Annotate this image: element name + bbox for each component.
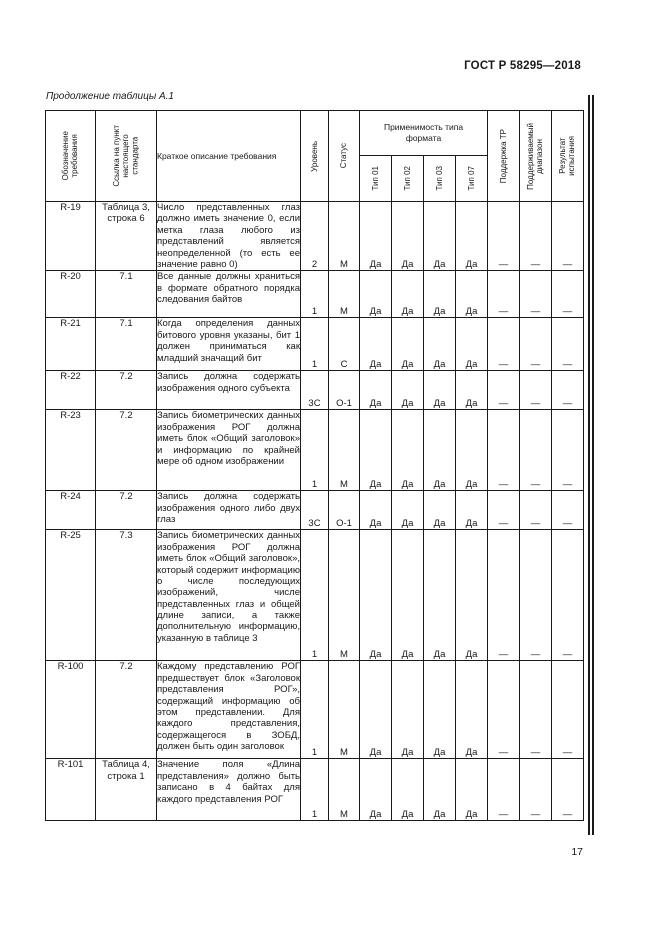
description-text: Каждому представлению РОГ предшествует блок «Заголовок представления РОГ», содержащий информацию об этом представлении. Для каждого представления, содержащегося в ЗОБД, должен быть один заголовок xyxy=(157,661,300,753)
type-01-cell: Да xyxy=(360,410,392,491)
reference-cell: 7.2 xyxy=(96,661,157,759)
table-row xyxy=(46,759,584,821)
status-cell: М xyxy=(329,202,360,271)
type-01-cell: Да xyxy=(360,318,392,371)
table-row xyxy=(46,661,584,759)
type-02-cell: Да xyxy=(392,318,424,371)
standard-designation: ГОСТ Р 58295—2018 xyxy=(464,60,581,72)
support-tr-cell: — xyxy=(488,318,520,371)
description-text: Все данные должны храниться в формате обратного порядка следования байтов xyxy=(157,271,300,306)
level-cell: 1 xyxy=(301,661,329,759)
supported-range-cell: — xyxy=(520,271,552,318)
type-03-cell: Да xyxy=(424,371,456,410)
requirement-id-cell: R-21 xyxy=(46,318,96,371)
column-header-type-03: Тип 03 xyxy=(424,156,456,202)
type-02-cell: Да xyxy=(392,371,424,410)
status-cell: О-1 xyxy=(329,491,360,530)
level-cell: 1 xyxy=(301,271,329,318)
description-cell xyxy=(157,491,301,530)
reference-cell: 7.1 xyxy=(96,271,157,318)
reference-cell: 7.2 xyxy=(96,410,157,491)
description-cell xyxy=(157,371,301,410)
type-01-cell: Да xyxy=(360,530,392,661)
table-row xyxy=(46,318,584,371)
status-cell: М xyxy=(329,530,360,661)
test-result-cell: — xyxy=(552,410,584,491)
page-margin-rule xyxy=(588,95,590,835)
level-cell: 3С xyxy=(301,371,329,410)
column-header-type-02: Тип 02 xyxy=(392,156,424,202)
type-07-cell: Да xyxy=(456,491,488,530)
table-row xyxy=(46,202,584,271)
reference-cell: Таблица 4, строка 1 xyxy=(96,759,157,821)
table-row xyxy=(46,271,584,318)
reference-cell: Таблица 3, строка 6 xyxy=(96,202,157,271)
type-07-cell: Да xyxy=(456,371,488,410)
type-02-cell: Да xyxy=(392,491,424,530)
type-07-cell: Да xyxy=(456,530,488,661)
table-row xyxy=(46,371,584,410)
requirement-id-cell: R-19 xyxy=(46,202,96,271)
test-result-cell: — xyxy=(552,759,584,821)
type-07-cell: Да xyxy=(456,759,488,821)
column-header-supported-range: Поддерживаемый диапазон xyxy=(520,111,552,202)
requirement-id-cell: R-22 xyxy=(46,371,96,410)
type-03-cell: Да xyxy=(424,271,456,318)
description-text: Запись должна содержать изображения одного либо двух глаз xyxy=(157,491,300,526)
supported-range-cell: — xyxy=(520,530,552,661)
type-01-cell: Да xyxy=(360,202,392,271)
type-07-cell: Да xyxy=(456,318,488,371)
support-tr-cell: — xyxy=(488,759,520,821)
page-margin-rule xyxy=(592,95,594,835)
type-07-cell: Да xyxy=(456,271,488,318)
status-cell: М xyxy=(329,410,360,491)
status-cell: С xyxy=(329,318,360,371)
level-cell: 2 xyxy=(301,202,329,271)
column-header-test-result: Результат испытания xyxy=(552,111,584,202)
description-cell xyxy=(157,530,301,661)
level-cell: 3С xyxy=(301,491,329,530)
description-text: Значение поля «Длина представления» должно быть записано в 4 байтах для каждого представления РОГ xyxy=(157,759,300,805)
type-07-cell: Да xyxy=(456,410,488,491)
support-tr-cell: — xyxy=(488,530,520,661)
table-row xyxy=(46,530,584,661)
type-03-cell: Да xyxy=(424,410,456,491)
description-text: Запись должна содержать изображения одного субъекта xyxy=(157,371,300,394)
status-cell: М xyxy=(329,271,360,318)
status-cell: М xyxy=(329,759,360,821)
type-07-cell: Да xyxy=(456,202,488,271)
support-tr-cell: — xyxy=(488,410,520,491)
type-03-cell: Да xyxy=(424,318,456,371)
column-header-reference: Ссылка на пункт настоящего стандарта xyxy=(96,111,157,202)
description-text: Число представленных глаз должно иметь значение 0, если метка глаза любого из представлений является неопределенной (то есть ее значение равно 0) xyxy=(157,202,300,270)
type-03-cell: Да xyxy=(424,530,456,661)
description-text: Запись биометрических данных изображения РОГ должна иметь блок «Общий заголовок», который содержит информацию о числе последующих изображений, числе представленных глаз и общей длине записи, а также дополнительную информацию, указанную в таблице 3 xyxy=(157,530,300,644)
column-header-type-01: Тип 01 xyxy=(360,156,392,202)
type-03-cell: Да xyxy=(424,202,456,271)
column-header-description: Краткое описание требования xyxy=(157,111,301,202)
type-02-cell: Да xyxy=(392,759,424,821)
reference-cell: 7.1 xyxy=(96,318,157,371)
supported-range-cell: — xyxy=(520,202,552,271)
column-header-type-07: Тип 07 xyxy=(456,156,488,202)
test-result-cell: — xyxy=(552,271,584,318)
supported-range-cell: — xyxy=(520,410,552,491)
type-07-cell: Да xyxy=(456,661,488,759)
type-01-cell: Да xyxy=(360,491,392,530)
support-tr-cell: — xyxy=(488,661,520,759)
supported-range-cell: — xyxy=(520,318,552,371)
supported-range-cell: — xyxy=(520,759,552,821)
test-result-cell: — xyxy=(552,530,584,661)
type-02-cell: Да xyxy=(392,202,424,271)
requirement-id-cell: R-100 xyxy=(46,661,96,759)
description-cell xyxy=(157,271,301,318)
type-01-cell: Да xyxy=(360,371,392,410)
test-result-cell: — xyxy=(552,491,584,530)
test-result-cell: — xyxy=(552,202,584,271)
type-03-cell: Да xyxy=(424,759,456,821)
type-02-cell: Да xyxy=(392,271,424,318)
column-header-status: Статус xyxy=(329,111,360,202)
support-tr-cell: — xyxy=(488,371,520,410)
supported-range-cell: — xyxy=(520,371,552,410)
support-tr-cell: — xyxy=(488,202,520,271)
requirement-id-cell: R-20 xyxy=(46,271,96,318)
test-result-cell: — xyxy=(552,371,584,410)
description-cell xyxy=(157,410,301,491)
level-cell: 1 xyxy=(301,318,329,371)
type-01-cell: Да xyxy=(360,271,392,318)
requirement-id-cell: R-24 xyxy=(46,491,96,530)
requirement-id-cell: R-101 xyxy=(46,759,96,821)
reference-cell: 7.2 xyxy=(96,371,157,410)
type-02-cell: Да xyxy=(392,530,424,661)
description-cell xyxy=(157,661,301,759)
requirement-id-cell: R-23 xyxy=(46,410,96,491)
reference-cell: 7.2 xyxy=(96,491,157,530)
table-row xyxy=(46,410,584,491)
status-cell: М xyxy=(329,661,360,759)
column-header-support-tr: Поддержка ТР xyxy=(488,111,520,202)
type-02-cell: Да xyxy=(392,661,424,759)
support-tr-cell: — xyxy=(488,271,520,318)
description-cell xyxy=(157,202,301,271)
level-cell: 1 xyxy=(301,759,329,821)
type-01-cell: Да xyxy=(360,661,392,759)
table-caption: Продолжение таблицы А.1 xyxy=(46,91,174,102)
column-header-designation: Обозначение требования xyxy=(46,111,96,202)
column-header-level: Уровень xyxy=(301,111,329,202)
page-number: 17 xyxy=(571,846,583,858)
type-03-cell: Да xyxy=(424,661,456,759)
description-text: Когда определения данных битового уровня указаны, бит 1 должен приниматься как младший значащий бит xyxy=(157,318,300,364)
description-cell xyxy=(157,759,301,821)
support-tr-cell: — xyxy=(488,491,520,530)
level-cell: 1 xyxy=(301,410,329,491)
level-cell: 1 xyxy=(301,530,329,661)
type-01-cell: Да xyxy=(360,759,392,821)
supported-range-cell: — xyxy=(520,491,552,530)
description-text: Запись биометрических данных изображения РОГ должна иметь блок «Общий заголовок» и информацию по крайней мере об одном изображении xyxy=(157,410,300,467)
reference-cell: 7.3 xyxy=(96,530,157,661)
column-header-applicability: Применимость типа формата xyxy=(360,111,488,156)
test-result-cell: — xyxy=(552,661,584,759)
description-cell xyxy=(157,318,301,371)
type-02-cell: Да xyxy=(392,410,424,491)
table-row xyxy=(46,491,584,530)
status-cell: О-1 xyxy=(329,371,360,410)
requirements-table xyxy=(45,110,584,821)
test-result-cell: — xyxy=(552,318,584,371)
supported-range-cell: — xyxy=(520,661,552,759)
requirement-id-cell: R-25 xyxy=(46,530,96,661)
type-03-cell: Да xyxy=(424,491,456,530)
